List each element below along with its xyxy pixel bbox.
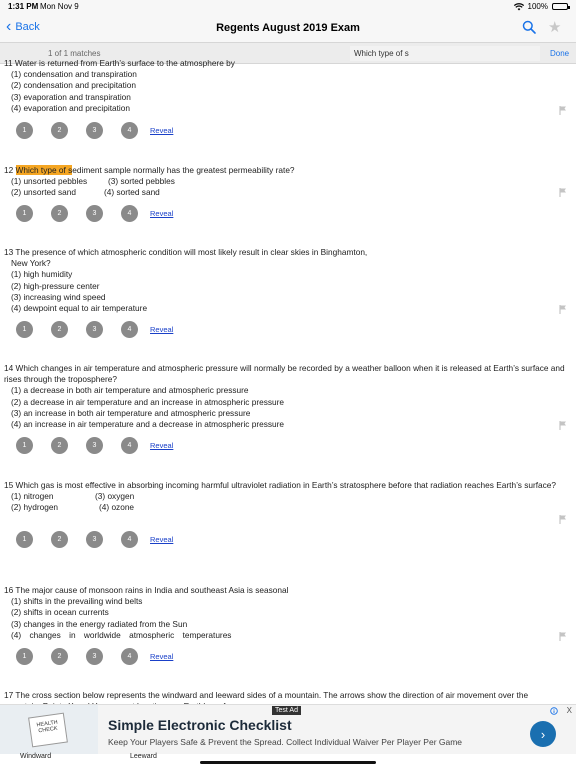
ad-banner[interactable] xyxy=(0,704,576,760)
search-icon[interactable] xyxy=(522,20,536,34)
choice-4-button[interactable]: 4 xyxy=(121,205,138,222)
flag-icon[interactable] xyxy=(559,106,567,115)
question-11 xyxy=(4,58,566,114)
flag-icon[interactable] xyxy=(559,188,567,197)
question-15 xyxy=(4,480,566,514)
ad-tag: Test Ad xyxy=(272,706,301,715)
choice-1-button[interactable]: 1 xyxy=(16,205,33,222)
answer-choices xyxy=(16,437,173,454)
question-list xyxy=(0,58,576,704)
option: (2) shifts in ocean currents xyxy=(11,607,109,618)
question-text: 11 Water is returned from Earth’s surface to the atmosphere by xyxy=(4,58,235,68)
reveal-link[interactable]: Reveal xyxy=(150,441,174,450)
option: (3) increasing wind speed xyxy=(11,291,106,302)
choice-2-button[interactable]: 2 xyxy=(51,648,68,665)
option: (4) ozone xyxy=(99,502,135,513)
choice-2-button[interactable]: 2 xyxy=(51,531,68,548)
choice-1-button[interactable]: 1 xyxy=(16,437,33,454)
search-highlight: Which type of s xyxy=(15,165,73,175)
status-bar xyxy=(0,0,576,14)
option: (1) unsorted pebbles xyxy=(11,176,88,187)
chevron-right-icon[interactable]: › xyxy=(530,721,556,747)
choice-3-button[interactable]: 3 xyxy=(86,531,103,548)
option: (3) sorted pebbles xyxy=(108,176,175,187)
reveal-link[interactable]: Reveal xyxy=(150,535,174,544)
windward-label: Windward xyxy=(20,753,52,760)
option: (4) dewpoint equal to air temperature xyxy=(11,303,148,314)
reveal-link[interactable]: Reveal xyxy=(150,652,174,661)
option: (1) a decrease in both air temperature and atmospheric pressure xyxy=(11,385,249,396)
option: (2) high-pressure center xyxy=(11,280,100,291)
option-row xyxy=(4,187,566,198)
done-button[interactable]: Done xyxy=(550,49,570,58)
option: (1) shifts in the prevailing wind belts xyxy=(11,596,143,607)
option: (1) nitrogen xyxy=(11,491,54,502)
choice-1-button[interactable]: 1 xyxy=(16,321,33,338)
option: (4) sorted sand xyxy=(104,187,160,198)
choice-2-button[interactable]: 2 xyxy=(51,122,68,139)
question-text: 17 The cross section below represents the windward and leeward sides of a mountain. The arrows show the direction of air movement over the xyxy=(4,690,529,700)
answer-choices xyxy=(16,321,173,338)
flag-icon[interactable] xyxy=(559,515,567,524)
battery-percent: 100% xyxy=(527,2,548,11)
choice-2-button[interactable]: 2 xyxy=(51,205,68,222)
option: (1) condensation and transpiration xyxy=(11,69,137,80)
option: (2) hydrogen xyxy=(11,502,59,513)
choice-4-button[interactable]: 4 xyxy=(121,321,138,338)
choice-1-button[interactable]: 1 xyxy=(16,531,33,548)
option-row xyxy=(4,176,566,187)
option: (2) condensation and precipitation xyxy=(11,80,136,91)
option: (3) an increase in both air temperature and atmospheric pressure xyxy=(11,407,251,418)
option: (3) evaporation and transpiration xyxy=(11,91,131,102)
info-icon[interactable] xyxy=(550,707,558,715)
ad-close-button[interactable]: X xyxy=(566,706,572,715)
option: (4) changes in worldwide atmospheric temperatures xyxy=(11,629,232,640)
option: (2) a decrease in air temperature and an increase in atmospheric pressure xyxy=(11,396,285,407)
option: (4) evaporation and precipitation xyxy=(11,102,130,113)
match-count: 1 of 1 matches xyxy=(48,49,101,58)
chevron-left-icon: ‹ xyxy=(6,18,12,35)
option: (4) an increase in air temperature and a decrease in atmospheric pressure xyxy=(11,419,285,430)
question-number: 12 xyxy=(4,165,14,175)
star-icon[interactable]: ★ xyxy=(548,19,562,36)
choice-3-button[interactable]: 3 xyxy=(86,321,103,338)
choice-4-button[interactable]: 4 xyxy=(121,122,138,139)
question-text: 13 The presence of which atmospheric condition will most likely result in clear skies in Binghamton, xyxy=(4,247,368,257)
question-text: 15 Which gas is most effective in absorbing incoming harmful ultraviolet radiation in Earth’s stratosphere before that radiation reaches Earth’s surface? xyxy=(4,480,557,490)
status-time: 1:31 PM xyxy=(8,2,39,11)
ad-title: Simple Electronic Checklist xyxy=(108,717,292,733)
answer-choices xyxy=(16,205,173,222)
choice-1-button[interactable]: 1 xyxy=(16,648,33,665)
ad-image-sign: HEALTH CHECK xyxy=(28,713,68,748)
option-row xyxy=(4,502,566,513)
question-text: 14 Which changes in air temperature and atmospheric pressure will normally be recorded by a weather balloon when it is released at Earth’s surface and rises through the troposphere? xyxy=(4,363,565,385)
option: (1) high humidity xyxy=(11,269,73,280)
option: (3) changes in the energy radiated from the Sun xyxy=(11,618,188,629)
reveal-link[interactable]: Reveal xyxy=(150,325,174,334)
wifi-icon xyxy=(514,3,524,11)
leeward-label: Leeward xyxy=(130,753,157,760)
back-label: Back xyxy=(15,21,40,33)
status-date: Mon Nov 9 xyxy=(40,2,79,11)
choice-3-button[interactable]: 3 xyxy=(86,122,103,139)
choice-4-button[interactable]: 4 xyxy=(121,531,138,548)
home-indicator[interactable] xyxy=(200,761,376,764)
option: (3) oxygen xyxy=(95,491,135,502)
navigation-bar xyxy=(0,14,576,42)
question-12 xyxy=(4,165,566,199)
answer-choices xyxy=(16,122,173,139)
question-13 xyxy=(4,247,566,314)
reveal-link[interactable]: Reveal xyxy=(150,209,174,218)
answer-choices xyxy=(16,531,173,548)
question-text: 16 The major cause of monsoon rains in India and southeast Asia is seasonal xyxy=(4,585,289,595)
choice-2-button[interactable]: 2 xyxy=(51,321,68,338)
page-title: Regents August 2019 Exam xyxy=(216,22,360,34)
choice-3-button[interactable]: 3 xyxy=(86,205,103,222)
choice-3-button[interactable]: 3 xyxy=(86,437,103,454)
question-text-rest: ediment sample normally has the greatest permeability rate? xyxy=(72,165,295,175)
choice-1-button[interactable]: 1 xyxy=(16,122,33,139)
question-16 xyxy=(4,585,566,641)
flag-icon[interactable] xyxy=(559,632,567,641)
choice-3-button[interactable]: 3 xyxy=(86,648,103,665)
reveal-link[interactable]: Reveal xyxy=(150,126,174,135)
ad-body: Keep Your Players Safe & Prevent the Spread. Collect Individual Waiver Per Player Per Game xyxy=(108,737,463,747)
question-text-cont: New York? xyxy=(11,258,51,269)
option: (2) unsorted sand xyxy=(11,187,77,198)
question-14 xyxy=(4,363,566,430)
choice-4-button[interactable]: 4 xyxy=(121,648,138,665)
answer-choices xyxy=(16,648,173,665)
choice-4-button[interactable]: 4 xyxy=(121,437,138,454)
question-text xyxy=(4,165,566,176)
choice-2-button[interactable]: 2 xyxy=(51,437,68,454)
flag-icon[interactable] xyxy=(559,421,567,430)
flag-icon[interactable] xyxy=(559,305,567,314)
option-row xyxy=(4,491,566,502)
status-right xyxy=(514,2,568,11)
battery-icon xyxy=(552,3,568,10)
